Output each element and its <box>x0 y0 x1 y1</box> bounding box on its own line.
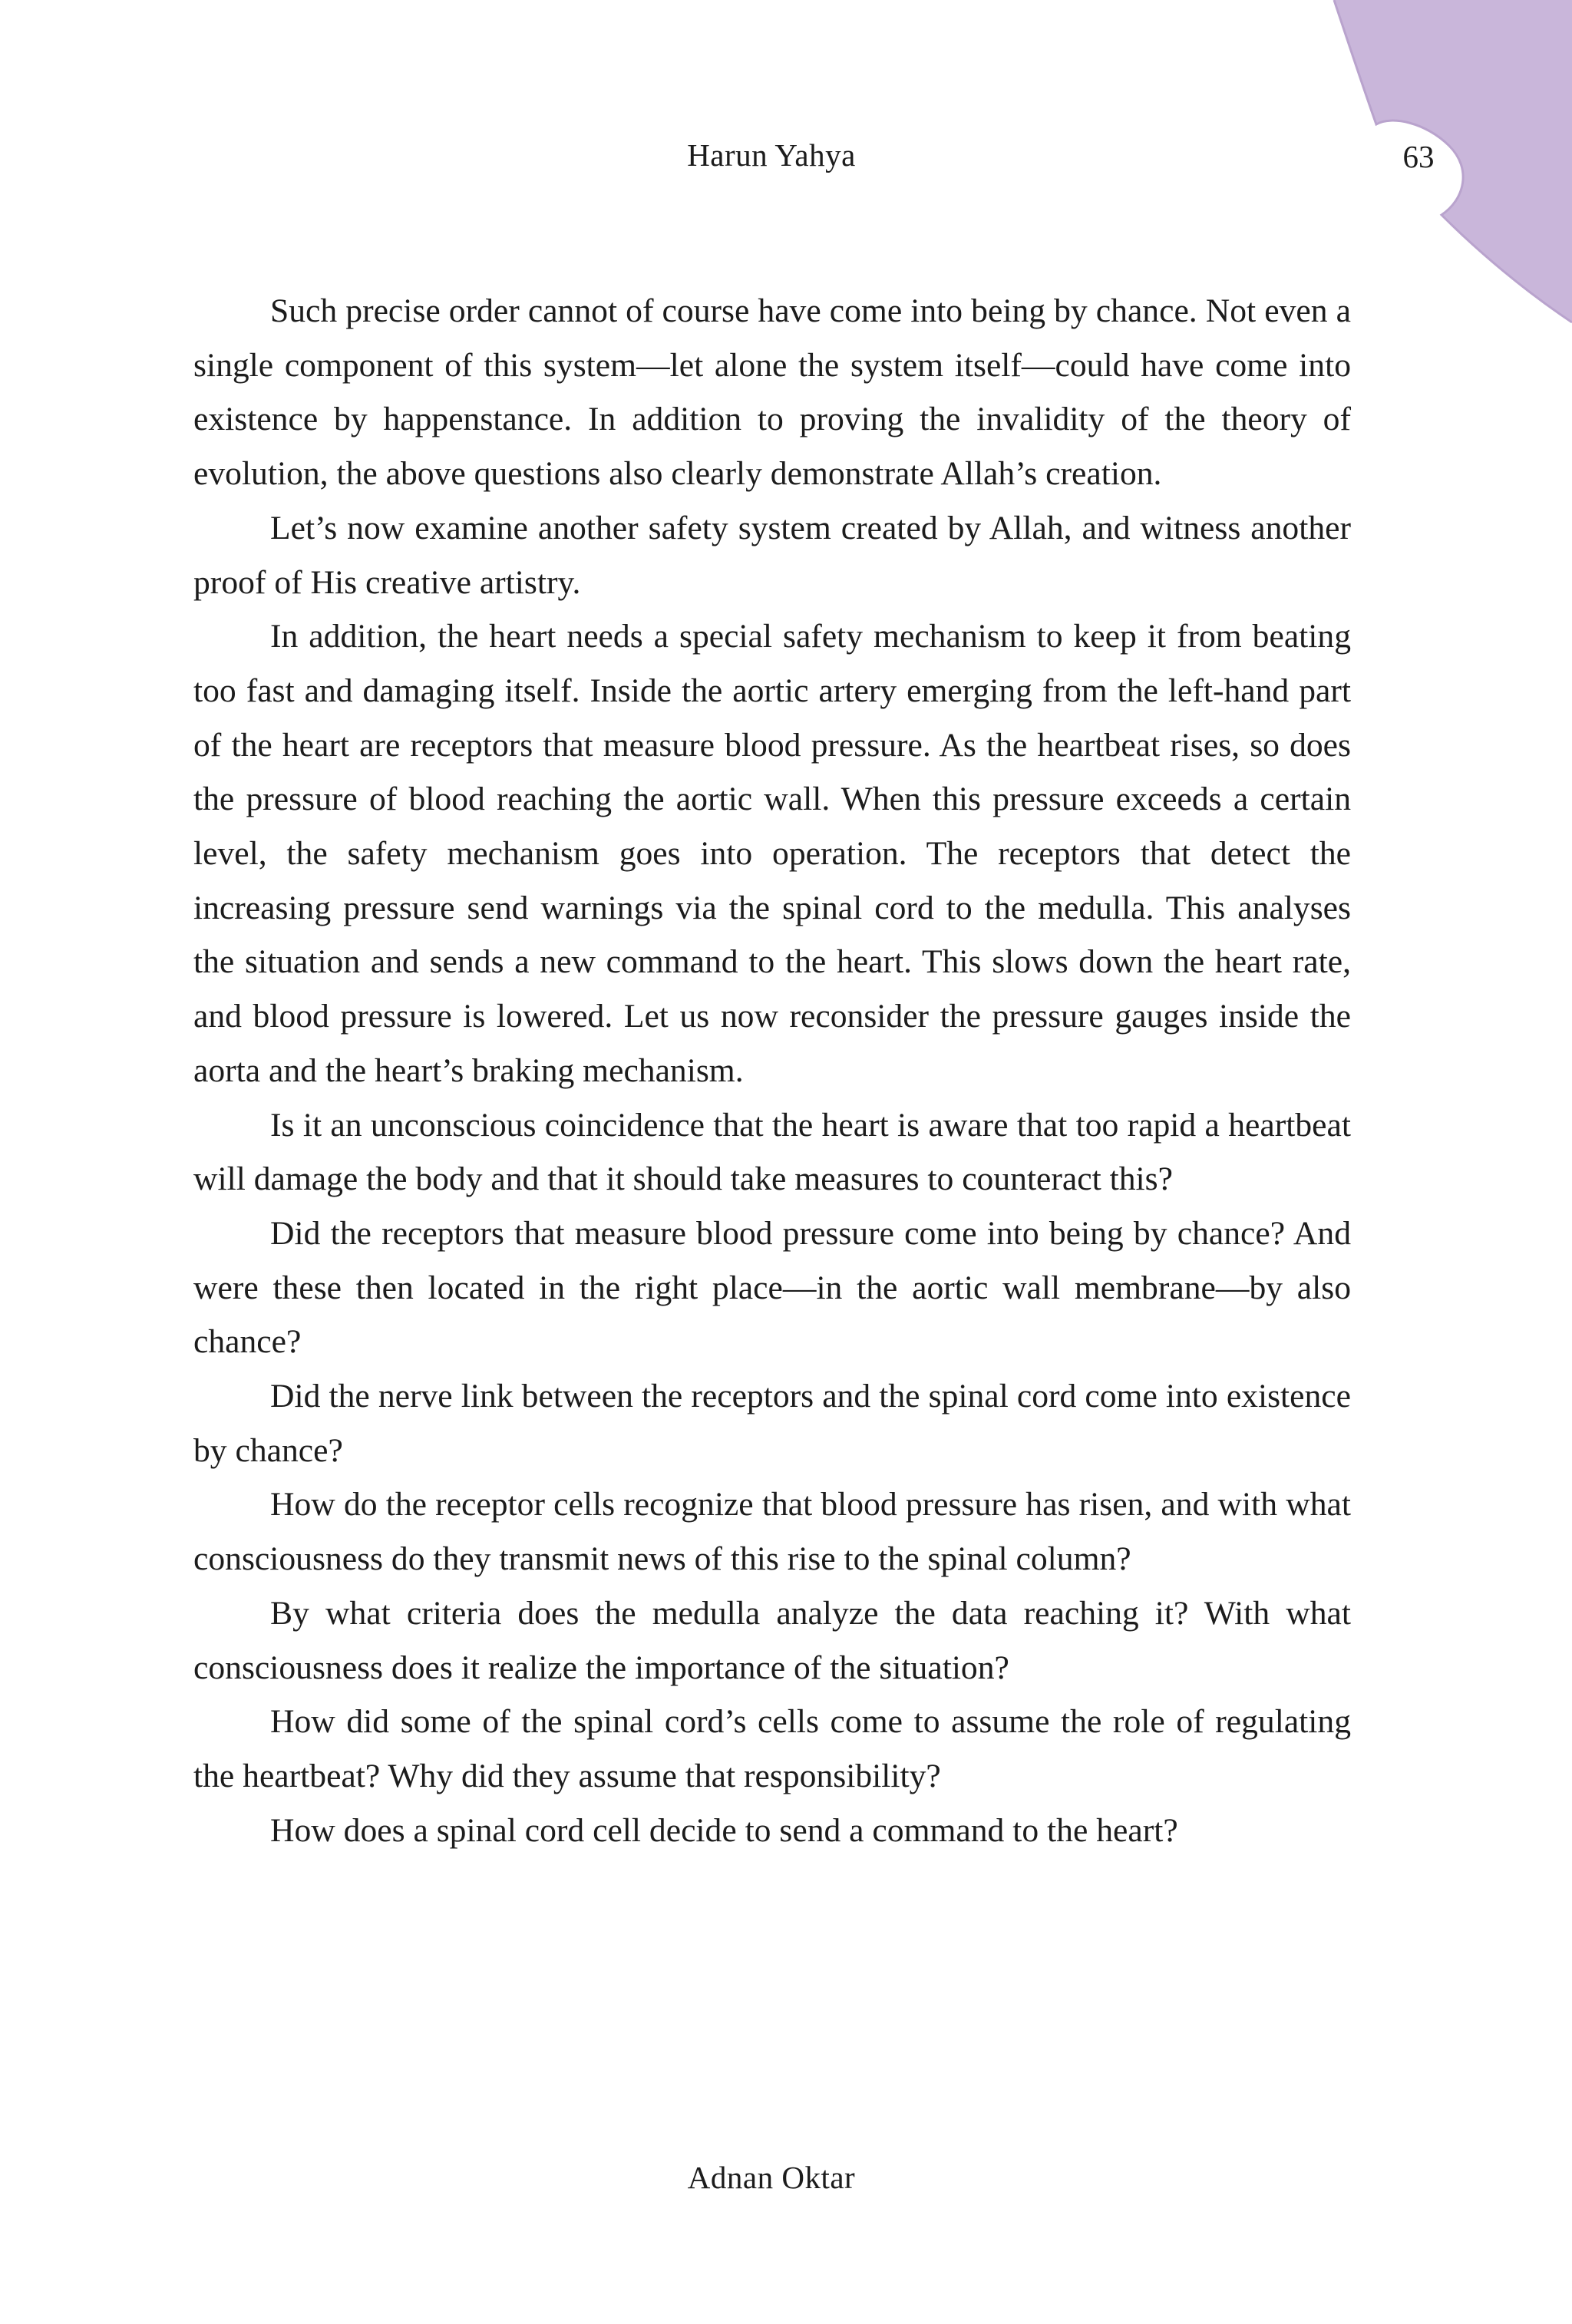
paragraph: In addition, the heart needs a special safety mechanism to keep it from beating too fast and damaging itself. Inside the aortic artery emerging from the left-hand part of the heart are receptors that measure blood pressure. As the heartbeat rises, so does the pressure of blood reaching the aortic wall. When this pressure exceeds a certain level, the safety mechanism goes into operation. The receptors that detect the increasing pressure send warnings via the spinal cord to the medulla. This analyses the situation and sends a new command to the heart. This slows down the heart rate, and blood pressure is lowered. Let us now reconsider the pressure gauges inside the aorta and the heart’s braking mechanism. <box>193 618 1351 1089</box>
paragraph: How did some of the spinal cord’s cells come to assume the role of regulating the heartbeat? Why did they assume that responsibility? <box>193 1703 1351 1794</box>
paragraph: Is it an unconscious coincidence that the heart is aware that too rapid a heartbeat will damage the body and that it should take measures to counteract this? <box>193 1106 1351 1198</box>
paragraph: Let’s now examine another safety system created by Allah, and witness another proof of His creative artistry. <box>193 509 1351 601</box>
paragraph: How does a spinal cord cell decide to send a command to the heart? <box>270 1811 1178 1849</box>
running-footer-author: Adnan Oktar <box>687 2160 856 2195</box>
paragraph: Did the receptors that measure blood pressure come into being by chance? And were these then located in the right place—in the aortic wall membrane—by also chance? <box>193 1214 1351 1361</box>
running-header-author: Harun Yahya <box>687 137 856 173</box>
paragraph: Such precise order cannot of course have come into being by chance. Not even a single component of this system—let alone the system itself—could have come into existence by happenstance. In addition to proving the invalidity of the theory of evolution, the above questions also clearly demonstrate Allah’s creation. <box>193 292 1351 493</box>
paragraph: By what criteria does the medulla analyze the data reaching it? With what consciousness does it realize the importance of the situation? <box>193 1594 1351 1686</box>
body-text <box>193 284 1351 1857</box>
paragraph: Did the nerve link between the receptors and the spinal cord come into existence by chance? <box>193 1378 1351 1469</box>
paragraph: How do the receptor cells recognize that blood pressure has risen, and with what consciousness do they transmit news of this rise to the spinal column? <box>193 1486 1351 1578</box>
page-number: 63 <box>1402 139 1435 174</box>
